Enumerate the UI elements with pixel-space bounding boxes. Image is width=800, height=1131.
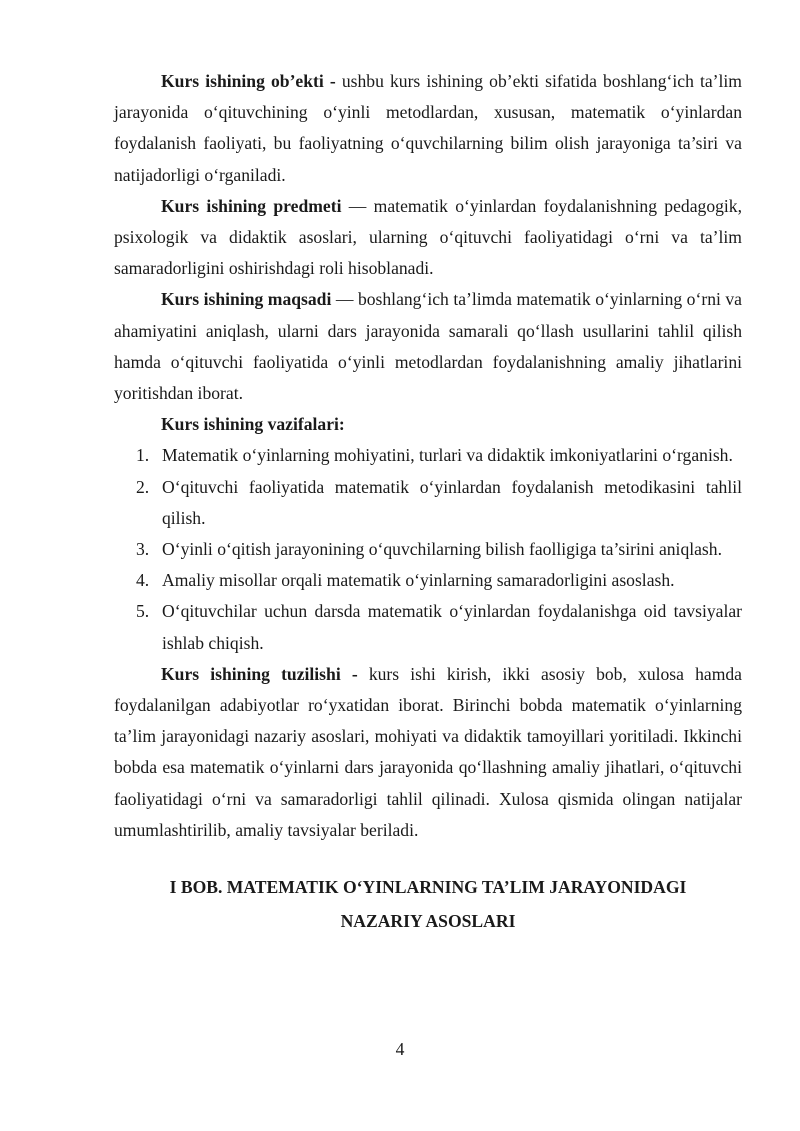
list-item: [136, 472, 742, 534]
list-item-number: 3.: [136, 539, 150, 560]
document-page: [114, 66, 742, 938]
paragraph-subject: [114, 191, 742, 285]
chapter-heading-line-2: NAZARIY ASOSLARI: [340, 911, 516, 932]
list-item: [136, 534, 742, 565]
page-number: 4: [395, 1039, 405, 1059]
list-item-number: 2.: [136, 476, 150, 497]
paragraph-structure: [114, 659, 742, 846]
paragraph-goal-lead: Kurs ishining maqsadi: [161, 289, 332, 310]
tasks-heading: Kurs ishining vazifalari:: [161, 414, 345, 435]
list-item: [136, 596, 742, 658]
paragraph-goal-text: — boshlang‘ich ta’limda matematik o‘yinlarning o‘rni va ahamiyatini aniqlash, ularni dars jarayonida samarali qo‘llash usullarini tahlil qilish hamda o‘qituvchi faoliyatida o‘yinli metodlardan foydalanishning amaliy jihatlarini yoritishdan iborat.: [114, 289, 742, 404]
list-item-text: Matematik o‘yinlarning mohiyatini, turlari va didaktik imkoniyatlarini o‘rganish.: [162, 445, 733, 466]
paragraph-object-text: ushbu kurs ishining ob’ekti sifatida boshlang‘ich ta’lim jarayonida o‘qituvchining o‘yinli metodlardan, xususan, matematik o‘yinlardan foydalanish faoliyati, bu faoliyatning o‘quvchilarning bilim olish jarayoniga ta’siri va natijadorligi o‘rganiladi.: [114, 71, 742, 185]
list-item-number: 4.: [136, 570, 150, 591]
paragraph-subject-lead: Kurs ishining predmeti: [161, 195, 342, 216]
paragraph-structure-lead: Kurs ishining tuzilishi -: [161, 663, 358, 684]
chapter-heading-line-1: I BOB. MATEMATIK O‘YINLARNING TA’LIM JARAYONIDAGI: [169, 877, 687, 898]
list-item-number: 5.: [136, 601, 150, 622]
list-item-text: O‘qituvchilar uchun darsda matematik o‘yinlardan foydalanishga oid tavsiyalar ishlab chiqish.: [162, 601, 742, 653]
paragraph-subject-text: — matematik o‘yinlardan foydalanishning pedagogik, psixologik va didaktik asoslari, ularning o‘qituvchi faoliyatidagi o‘rni va ta’lim samaradorligini oshirishdagi roli hisoblanadi.: [114, 195, 742, 279]
list-item-text: O‘yinli o‘qitish jarayonining o‘quvchilarning bilish faolligiga ta’sirini aniqlash.: [162, 539, 722, 560]
paragraph-structure-text: kurs ishi kirish, ikki asosiy bob, xulosa hamda foydalanilgan adabiyotlar ro‘yxatidan iborat. Birinchi bobda matematik o‘yinlarning ta’lim jarayonidagi nazariy asoslari, mohiyati va didaktik tamoyillari yoritiladi. Ikkinchi bobda esa matematik o‘yinlarni dars jarayonida qo‘llashning amaliy jihatlari, o‘qituvchi faoliyatidagi o‘rni va samaradorligi tahlil qilinadi. Xulosa qismida olingan natijalar umumlashtirilib, amaliy tavsiyalar beriladi.: [114, 663, 742, 840]
paragraph-object: [114, 66, 742, 191]
list-item-text: Amaliy misollar orqali matematik o‘yinlarning samaradorligini asoslash.: [162, 570, 675, 591]
list-item-number: 1.: [136, 445, 150, 466]
chapter-heading: [114, 870, 742, 938]
paragraph-object-lead: Kurs ishining ob’ekti -: [161, 71, 336, 91]
tasks-list: [114, 440, 742, 658]
paragraph-goal: [114, 284, 742, 409]
list-item: [136, 440, 742, 471]
list-item: [136, 565, 742, 596]
list-item-text: O‘qituvchi faoliyatida matematik o‘yinlardan foydalanish metodikasini tahlil qilish.: [162, 476, 742, 528]
